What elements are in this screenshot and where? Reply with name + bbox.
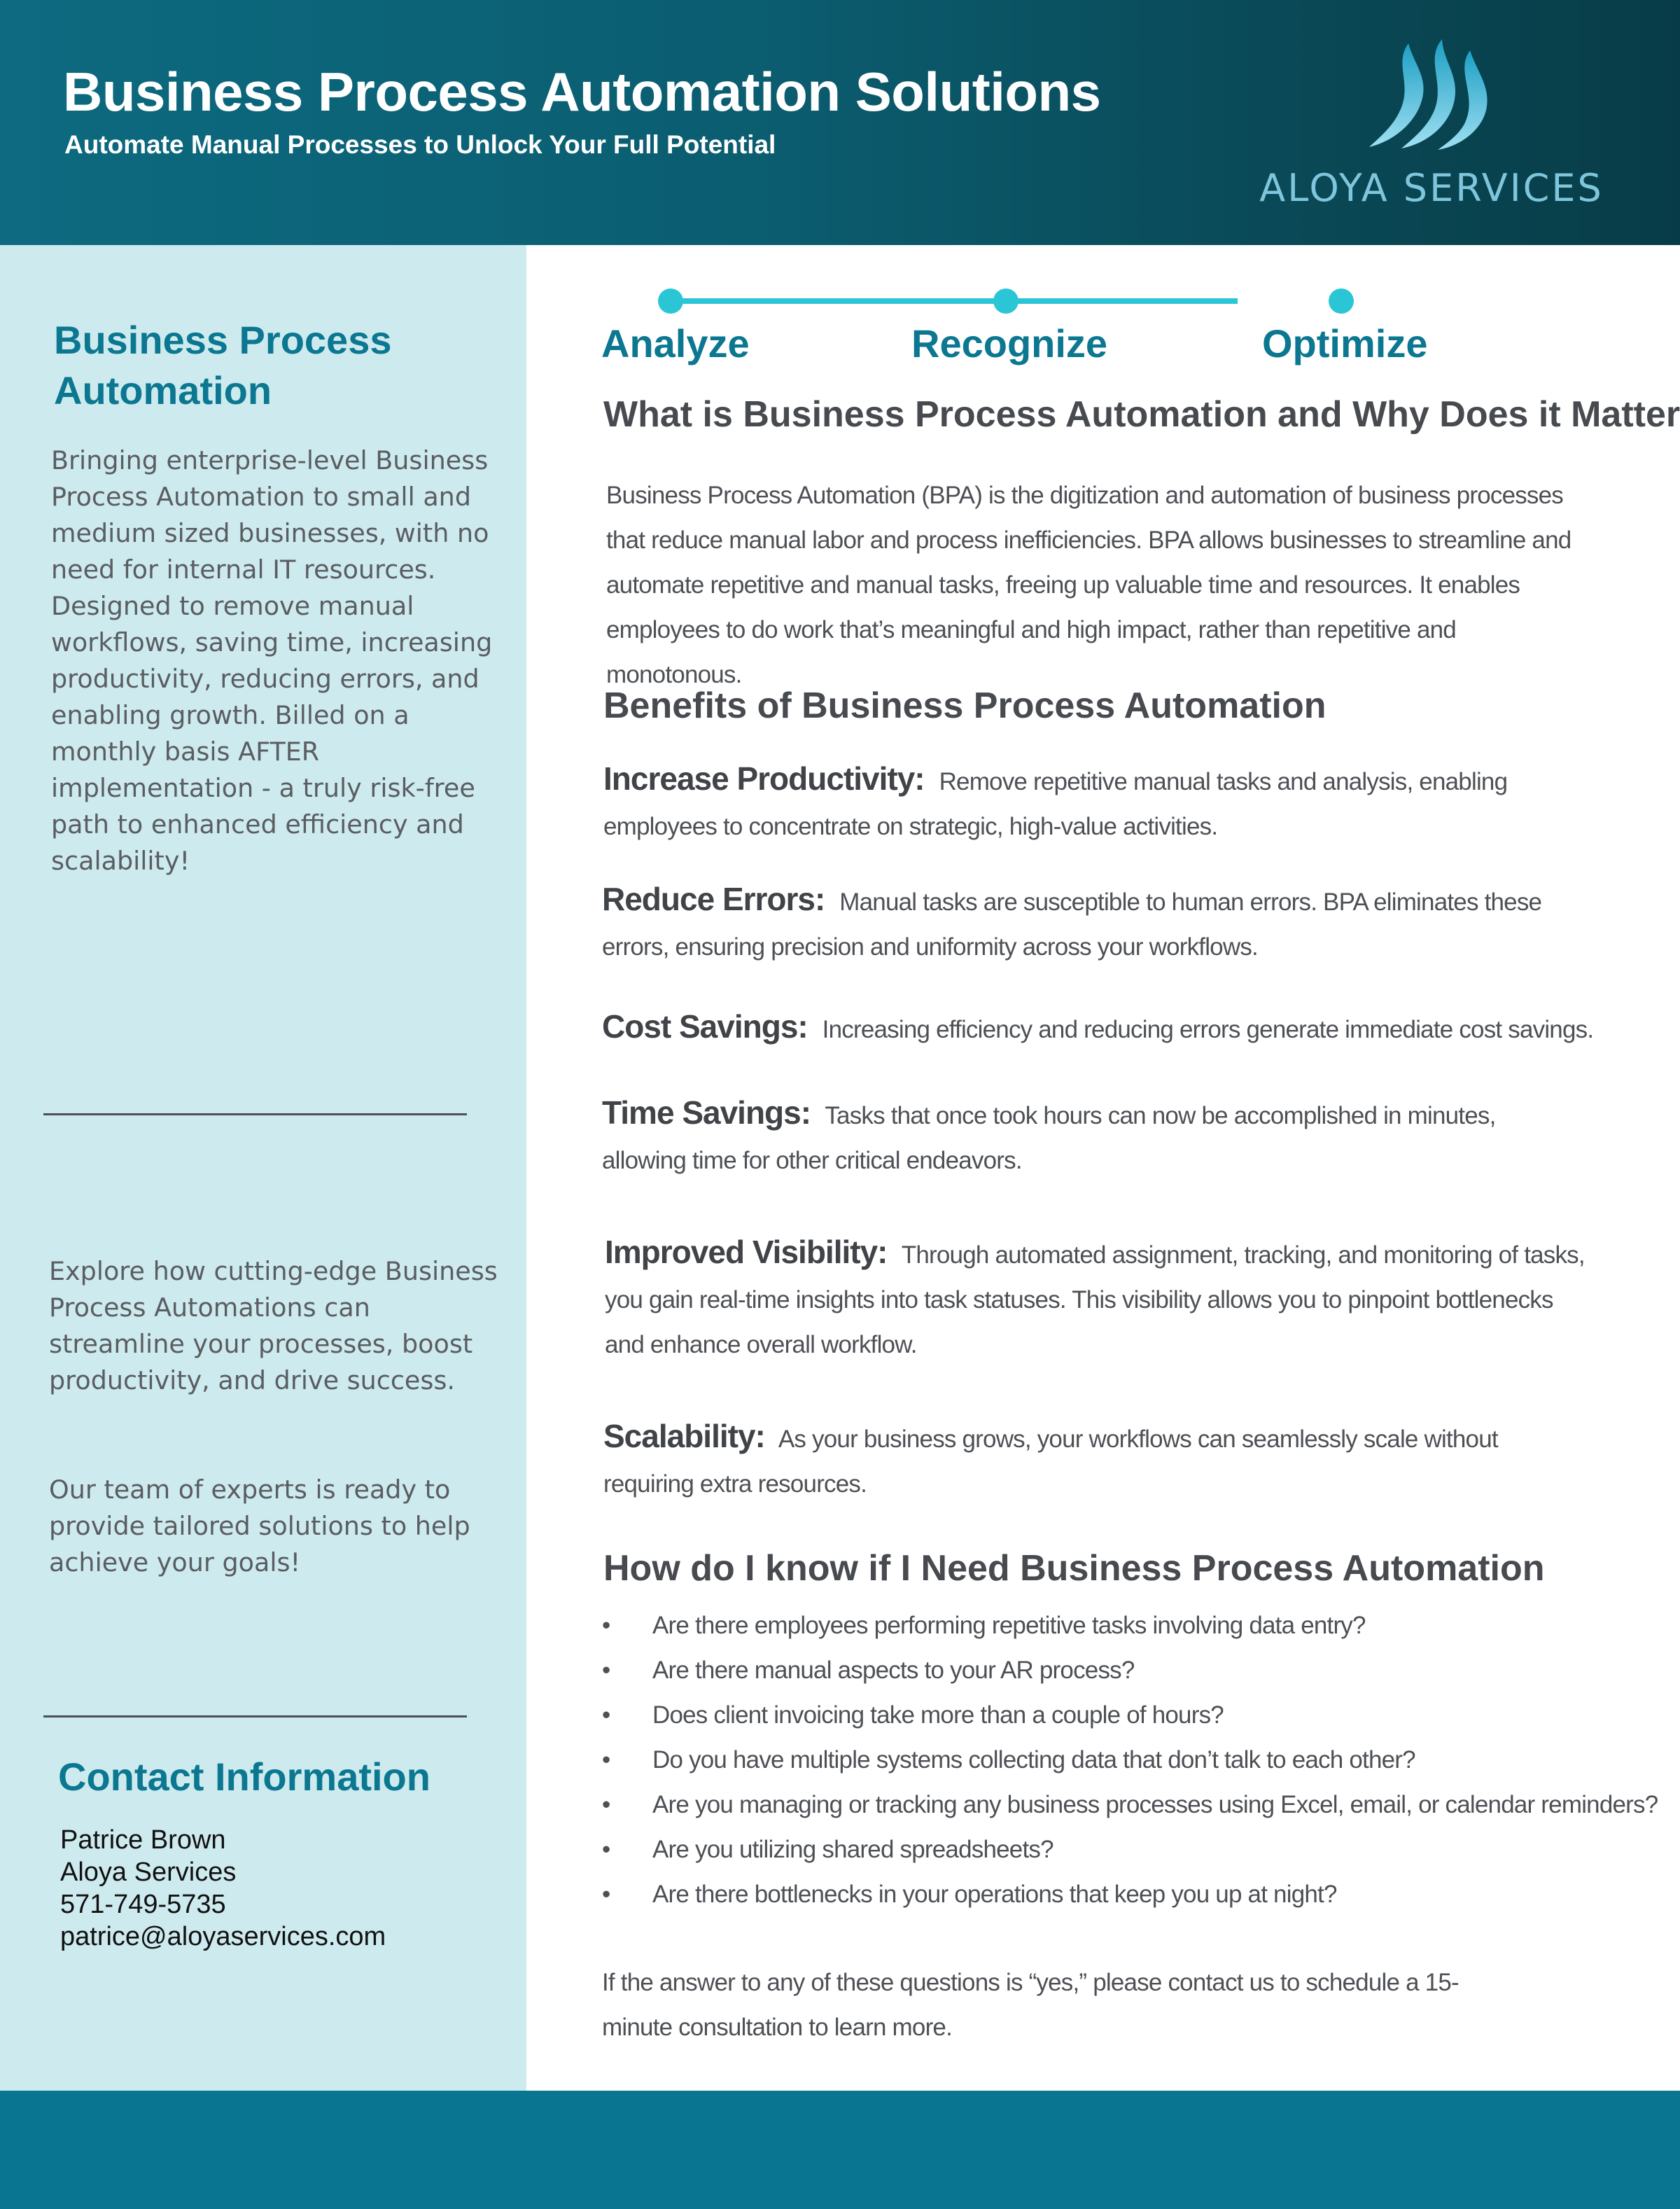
- benefit-label: Reduce Errors:: [602, 881, 825, 917]
- benefit-item: [603, 756, 1583, 849]
- benefit-text: Increasing efficiency and reducing errors generate immediate cost savings.: [822, 1016, 1594, 1043]
- sidebar-team: Our team of experts is ready to provide tailored solutions to help achieve your goals!: [49, 1475, 470, 1577]
- process-timeline: [595, 280, 1435, 378]
- sidebar-heading: Business Process Automation: [54, 318, 392, 412]
- benefit-label: Increase Productivity:: [603, 760, 925, 797]
- list-item: • Are there manual aspects to your AR process?: [602, 1648, 1631, 1693]
- wave-logo-icon: [1365, 36, 1498, 155]
- benefit-text: Through automated assignment, tracking, and monitoring of tasks, you gain real-time insights into task statuses. This visibility allows you to pinpoint bottlenecks and enhance overall workflow.: [605, 1241, 1585, 1358]
- benefit-label: Time Savings:: [602, 1094, 811, 1131]
- benefit-text: Remove repetitive manual tasks and analysis, enabling employees to concentrate on strategic, high-value activities.: [603, 768, 1508, 840]
- sidebar-divider: [43, 1715, 467, 1717]
- benefit-text: As your business grows, your workflows can seamlessly scale without requiring extra resources.: [603, 1426, 1498, 1498]
- need-heading: How do I know if I Need Business Process Automation: [603, 1548, 1545, 1589]
- list-item: • Does client invoicing take more than a couple of hours?: [602, 1693, 1631, 1738]
- benefit-label: Cost Savings:: [602, 1008, 808, 1045]
- header-banner: [0, 0, 1680, 245]
- step-optimize: Optimize: [1262, 321, 1428, 365]
- sidebar: [0, 245, 526, 2091]
- list-item: • Are there employees performing repetitive tasks involving data entry?: [602, 1603, 1631, 1648]
- page-subtitle: Automate Manual Processes to Unlock Your Full Potential: [64, 130, 776, 159]
- benefit-text: Manual tasks are susceptible to human errors. BPA eliminates these errors, ensuring precision and uniformity across your workflows.: [602, 889, 1542, 961]
- timeline-track: [671, 298, 1238, 304]
- benefits-heading: Benefits of Business Process Automation: [603, 685, 1326, 726]
- what-body: Business Process Automation (BPA) is the digitization and automation of business processes that reduce manual labor and process inefficiencies. BPA allows businesses to streamline and automate repetitive and manual tasks, freeing up valuable time and resources. It enables employees to do work that’s meaningful and high impact, rather than repetitive and monotonous.: [606, 482, 1572, 688]
- contact-name: Patrice Brown: [60, 1825, 226, 1855]
- list-item: • Are there bottlenecks in your operations that keep you up at night?: [602, 1872, 1631, 1917]
- footer-band: [0, 2091, 1680, 2209]
- company-logo: [1256, 36, 1606, 218]
- list-item: • Are you managing or tracking any business processes using Excel, email, or calendar reminders?: [602, 1783, 1631, 1827]
- sidebar-divider: [43, 1113, 467, 1115]
- step-recognize: Recognize: [911, 321, 1108, 365]
- contact-heading: Contact Information: [58, 1755, 430, 1799]
- contact-phone[interactable]: 571-749-5735: [60, 1890, 226, 1919]
- benefit-item: [602, 877, 1582, 970]
- logo-wordmark: ALOYA SERVICES: [1259, 166, 1604, 210]
- list-item: • Do you have multiple systems collecting data that don’t talk to each other?: [602, 1738, 1631, 1783]
- what-heading: What is Business Process Automation and Why Does it Matter: [603, 394, 1680, 435]
- closing-text: If the answer to any of these questions is “yes,” please contact us to schedule a 15-minute consultation to learn more.: [602, 1969, 1459, 2041]
- timeline-dot: [993, 288, 1018, 314]
- sidebar-intro: Bringing enterprise-level Business Process Automation to small and medium sized businesses, with no need for internal IT resources. Designed to remove manual workflows, saving time, increasing productivity, reducing errors, and enabling growth. Billed on a monthly basis AFTER implementation - a truly risk-free path to enhanced efficiency and scalability!: [51, 445, 493, 876]
- step-analyze: Analyze: [601, 321, 750, 365]
- timeline-dot: [658, 288, 683, 314]
- page-title: Business Process Automation Solutions: [63, 61, 1101, 123]
- sidebar-explore: Explore how cutting-edge Business Process Automations can streamline your processes, boost productivity, and drive success.: [49, 1256, 498, 1395]
- benefit-item: [603, 1414, 1583, 1507]
- benefit-label: Improved Visibility:: [605, 1234, 888, 1270]
- contact-company: Aloya Services: [60, 1858, 237, 1887]
- benefit-item: [605, 1229, 1585, 1367]
- benefit-text: Tasks that once took hours can now be accomplished in minutes, allowing time for other critical endeavors.: [602, 1102, 1496, 1174]
- list-item: • Are you utilizing shared spreadsheets?: [602, 1827, 1631, 1872]
- question-list: [602, 1603, 1658, 1917]
- benefit-label: Scalability:: [603, 1418, 765, 1454]
- benefit-item: [602, 1090, 1582, 1183]
- contact-email[interactable]: patrice@aloyaservices.com: [60, 1922, 386, 1951]
- benefit-item: [602, 1004, 1617, 1052]
- timeline-dot: [1329, 288, 1354, 314]
